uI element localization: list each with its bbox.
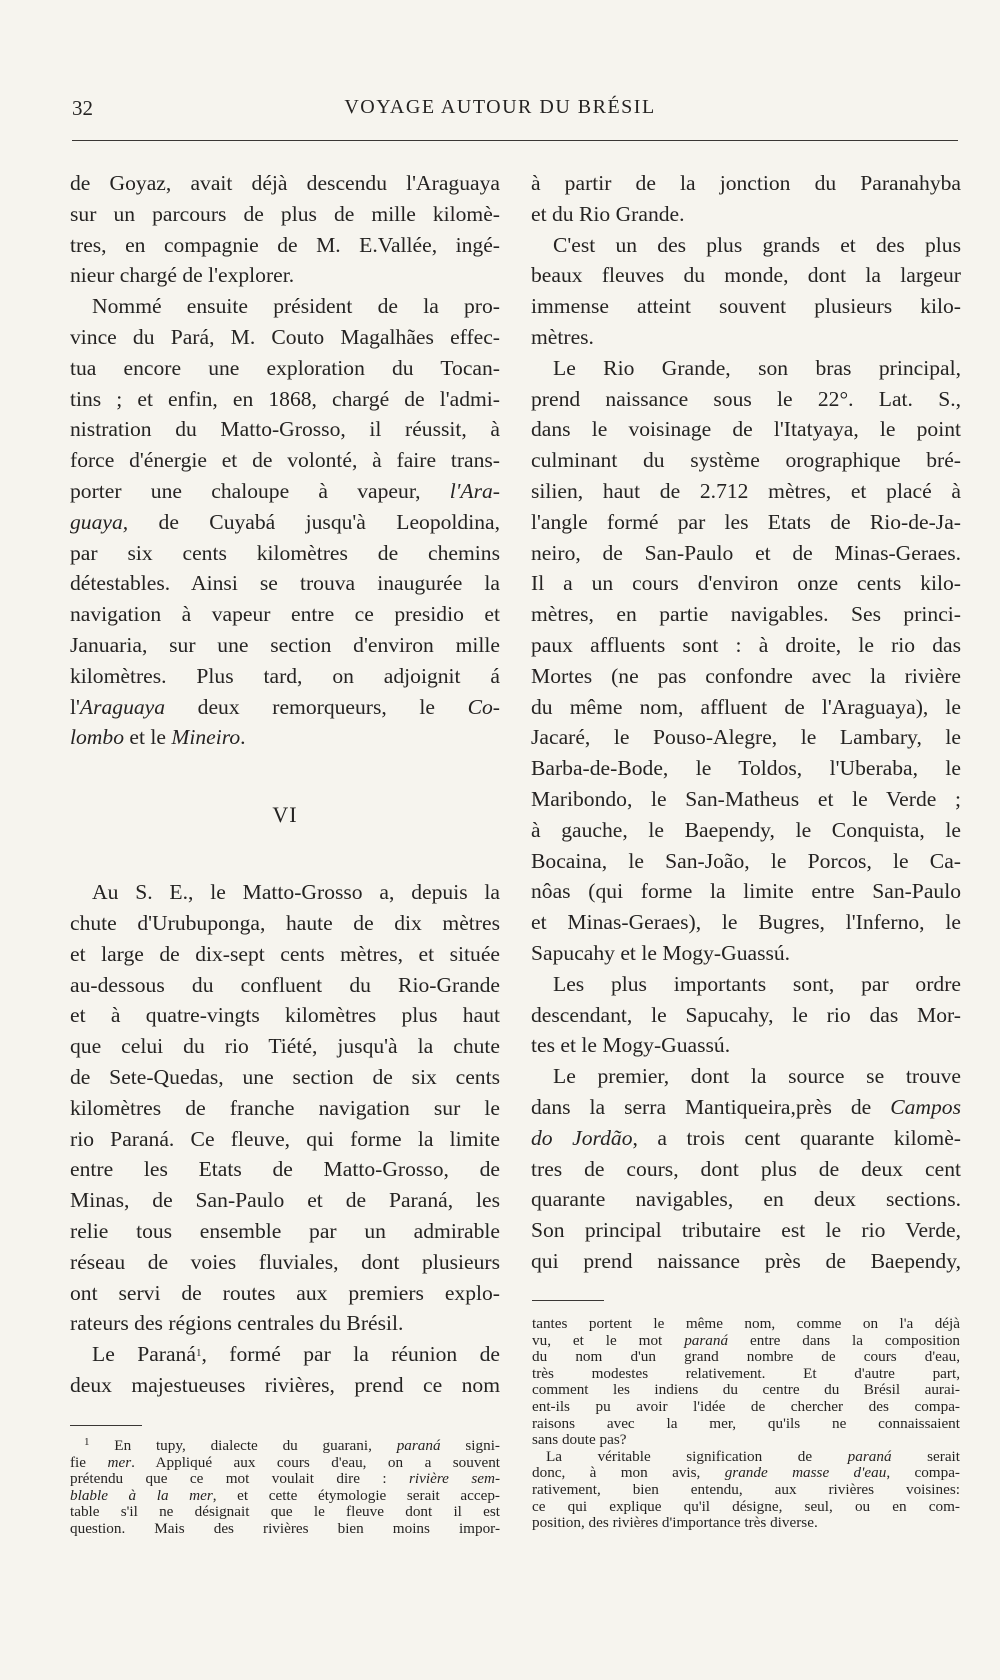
- text-line: et à quatre-vingts kilomètres plus haut: [70, 1003, 500, 1028]
- text-line: immense atteint souvent plusieurs kilo-: [531, 294, 961, 319]
- text-run: . Appliqué aux cours d'eau, on a souvent: [131, 1453, 501, 1471]
- footnote-line: [532, 1465, 960, 1482]
- section-heading: VI: [272, 802, 298, 828]
- right-column: [531, 168, 961, 1277]
- footnote-rule: [532, 1300, 604, 1301]
- footnote-line: [70, 1471, 500, 1488]
- text-run: signi-: [465, 1437, 500, 1454]
- text-line: Le premier, dont la source se trouve: [553, 1064, 961, 1089]
- text-line: tes et le Mogy-Guassú.: [531, 1033, 731, 1058]
- text-run: prétendu que ce mot voulait dire :: [70, 1470, 387, 1488]
- text-line: de Sete-Quedas, une section de six cents: [70, 1064, 500, 1089]
- footnote-line: [532, 1449, 960, 1466]
- italic-place-name: do Jordão: [531, 1125, 633, 1150]
- footnote-line: [532, 1333, 960, 1350]
- footnote-continuation: [532, 1316, 960, 1532]
- text-run: deux remorqueurs, le: [197, 694, 435, 719]
- text-line: mètres.: [531, 324, 594, 349]
- paragraph: [70, 1339, 500, 1401]
- text-line: entre les Etats de Matto-Grosso, de: [70, 1157, 500, 1182]
- text-line: par six cents kilomètres de chemins: [70, 540, 500, 565]
- italic-place-name: Campos: [890, 1094, 961, 1119]
- paragraph: [531, 168, 961, 230]
- text-line: et du Rio Grande.: [531, 201, 685, 226]
- text-line: Son principal tributaire est le rio Verde,: [531, 1218, 961, 1243]
- text-line: rio Paraná. Ce fleuve, qui forme la limite: [70, 1126, 500, 1151]
- footnote-line: rativement, bien entendu, aux rivières voisines:: [532, 1480, 960, 1498]
- spacer: [70, 753, 500, 784]
- text-line: Les plus importants sont, par ordre: [553, 971, 961, 996]
- text-run: paraná: [396, 1437, 441, 1454]
- text-line: C'est un des plus grands et des plus: [553, 232, 961, 257]
- text-line: nistration du Matto-Grosso, il réussit, à: [70, 417, 500, 442]
- spacer: [70, 846, 500, 877]
- text-run: La véritable signification de: [546, 1447, 813, 1465]
- text-line: sur un parcours de plus de mille kilomè-: [70, 201, 500, 226]
- text-run: porter une chaloupe à vapeur,: [70, 478, 421, 503]
- text-run: vu, et le mot: [532, 1331, 663, 1349]
- footnote: [70, 1438, 500, 1538]
- running-title: VOYAGE AUTOUR DU BRÉSIL: [344, 96, 656, 118]
- text-run: , et cette étymologie serait accep-: [212, 1486, 500, 1504]
- text-line: ont servi de routes aux premiers explo-: [70, 1280, 500, 1305]
- text-line: navigation à vapeur entre ce presidio et: [70, 602, 500, 627]
- italic-ship-name: Mineiro: [171, 725, 241, 750]
- text-line: Barba-de-Bode, le Toldos, l'Uberaba, le: [531, 756, 961, 781]
- text-run: , compa-: [886, 1464, 960, 1482]
- text-line: kilomètres de franche navigation sur le: [70, 1095, 500, 1120]
- italic-ship-name: Araguaya: [79, 694, 166, 719]
- text-line: neiro, de San-Paulo et de Minas-Geraes.: [531, 540, 961, 565]
- text-run: entre dans la composition: [750, 1331, 961, 1349]
- text-line: l'angle formé par les Etats de Rio-de-Ja-: [531, 509, 961, 534]
- left-column: [70, 168, 500, 1401]
- text-line: tins ; et enfin, en 1868, chargé de l'admi-: [70, 386, 500, 411]
- footnote-rule: [70, 1425, 142, 1426]
- footnote-line: table s'il ne désignait que le fleuve dont il est: [70, 1503, 500, 1521]
- text-line: force d'énergie et de volonté, à faire trans-: [70, 448, 500, 473]
- footnote-marker: 1: [84, 1436, 90, 1448]
- paragraph: [70, 291, 500, 753]
- text-line: tua encore une exploration du Tocan-: [70, 355, 500, 380]
- footnote-line: question. Mais des rivières bien moins impor-: [70, 1519, 500, 1537]
- text-run: , formé par la réunion de: [201, 1342, 500, 1367]
- text-run: mer: [107, 1453, 132, 1471]
- text-run: l': [70, 694, 80, 719]
- paragraph: [531, 969, 961, 1061]
- text-line: de Goyaz, avait déjà descendu l'Araguaya: [70, 171, 500, 195]
- paragraph: [531, 230, 961, 353]
- text-line: descendant, le Sapucahy, le rio das Mor-: [531, 1002, 961, 1027]
- text-line: relie tous ensemble par un admirable: [70, 1218, 500, 1243]
- text-line: silien, haut de 2.712 mètres, et placé à: [531, 478, 961, 503]
- paragraph: [531, 353, 961, 969]
- footnote-line: raisons avec la mer, qu'ils ne connaissaient: [532, 1414, 960, 1432]
- paragraph: [70, 877, 500, 1339]
- text-line: chute d'Urubuponga, haute de dix mètres: [70, 910, 500, 935]
- text-run: blable à la mer: [70, 1486, 213, 1504]
- footnote-line: position, des rivières d'importance très diverse.: [532, 1514, 818, 1532]
- header-rule: [72, 140, 958, 141]
- italic-ship-name: Co-: [467, 694, 500, 719]
- text-run: .: [240, 725, 246, 750]
- text-line: Mortes (ne pas confondre avec la rivière: [531, 663, 961, 688]
- text-line: Le Rio Grande, son bras principal,: [553, 355, 961, 380]
- text-line: culminant du système orographique bré-: [531, 448, 961, 473]
- footnote-line: comment les indiens du centre du Brésil aurai-: [532, 1381, 960, 1399]
- text-line: Nommé ensuite président de la pro-: [92, 294, 500, 319]
- text-line: dans le voisinage de l'Itatyaya, le point: [531, 417, 961, 442]
- text-line: et large de dix-sept cents mètres, et située: [70, 941, 500, 966]
- text-run: serait: [927, 1447, 960, 1465]
- paragraph: [531, 1061, 961, 1277]
- text-line: détestables. Ainsi se trouva inaugurée la: [70, 571, 500, 596]
- text-run: fie: [70, 1453, 87, 1471]
- text-run: et le: [129, 725, 166, 750]
- text-line: nieur chargé de l'explorer.: [70, 263, 295, 288]
- text-line: à partir de la jonction du Paranahyba: [531, 171, 961, 195]
- text-line: à gauche, le Baependy, le Conquista, le: [531, 817, 961, 842]
- footnote-line: sans doute pas?: [532, 1431, 627, 1449]
- footnote-line: du nom d'un grand nombre de cours d'eau,: [532, 1348, 960, 1366]
- text-run: paraná: [847, 1447, 892, 1465]
- text-line: vince du Pará, M. Couto Magalhães effec-: [70, 324, 500, 349]
- text-line: Sapucahy et le Mogy-Guassú.: [531, 940, 791, 965]
- footnote-line: tantes portent le même nom, comme on l'a déjà: [532, 1315, 960, 1332]
- text-line: [70, 1339, 500, 1370]
- text-line: Il a un cours d'environ onze cents kilo-: [531, 571, 961, 596]
- text-line: Bocaina, le San-João, le Porcos, le Ca-: [531, 848, 961, 873]
- text-line: Minas, de San-Paulo et de Paraná, les: [70, 1188, 500, 1213]
- text-line: deux majestueuses rivières, prend ce nom: [70, 1372, 500, 1397]
- text-run: donc, à mon avis,: [532, 1464, 701, 1482]
- italic-ship-name: guaya,: [70, 509, 129, 534]
- italic-ship-name: lombo: [70, 725, 124, 750]
- text-line: tres, en compagnie de M. E.Vallée, ingé-: [70, 232, 500, 257]
- text-line: rateurs des régions centrales du Brésil.: [70, 1311, 404, 1336]
- page-header: [0, 96, 1000, 126]
- text-run: , a trois cent quarante kilomè-: [632, 1125, 961, 1150]
- text-line: paux affluents sont : à droite, le rio das: [531, 632, 961, 657]
- text-run: rivière sem-: [409, 1470, 500, 1488]
- text-run: Le Paraná: [92, 1342, 196, 1367]
- text-line: et Minas-Geraes), le Bugres, l'Inferno, le: [531, 910, 961, 935]
- text-line: qui prend naissance près de Baependy,: [531, 1248, 961, 1273]
- text-line: beaux fleuves du monde, dont la largeur: [531, 263, 961, 288]
- footnote-line: ent-ils pu avoir l'idée de chercher des compa-: [532, 1397, 960, 1415]
- text-line: du même nom, affluent de l'Araguaya), le: [531, 694, 961, 719]
- footnote-marker: 1: [195, 1347, 202, 1360]
- footnote-line: [70, 1455, 500, 1472]
- text-line: tres de cours, dont plus de deux cent: [531, 1156, 961, 1181]
- text-line: Maribondo, le San-Matheus et le Verde ;: [531, 786, 961, 811]
- footnote-line: [70, 1488, 500, 1505]
- text-line: quarante navigables, en deux sections.: [531, 1187, 961, 1212]
- text-run: paraná: [684, 1331, 729, 1349]
- page-number: 32: [72, 96, 93, 120]
- italic-ship-name: l'Ara-: [449, 478, 500, 503]
- text-line: Januaria, sur une section d'environ mille: [70, 632, 500, 657]
- text-line: kilomètres. Plus tard, on adjoignit á: [70, 663, 500, 688]
- text-line: réseau de voies fluviales, dont plusieurs: [70, 1249, 500, 1274]
- text-run: En tupy, dialecte du guarani,: [114, 1437, 372, 1454]
- text-line: [70, 692, 500, 723]
- footnote-line: [70, 1438, 500, 1455]
- text-line: mètres, en partie navigables. Ses princi-: [531, 602, 961, 627]
- footnote-line: très modestes relativement. Et d'autre part,: [532, 1364, 960, 1382]
- text-line: Jacaré, le Pouso-Alegre, le Lambary, le: [531, 725, 961, 750]
- text-line: [531, 1123, 961, 1154]
- text-run: dans la serra Mantiqueira,près de: [531, 1094, 872, 1119]
- text-line: que celui du rio Tiété, jusqu'à la chute: [70, 1034, 500, 1059]
- text-line: [70, 476, 500, 507]
- text-line: nôas (qui forme la limite entre San-Paulo: [531, 879, 961, 904]
- text-line: au-dessous du confluent du Rio-Grande: [70, 972, 500, 997]
- text-line: Au S. E., le Matto-Grosso a, depuis la: [92, 880, 500, 905]
- text-line: [531, 1092, 961, 1123]
- text-line: [70, 722, 500, 753]
- text-run: de Cuyabá jusqu'à Leopoldina,: [158, 509, 500, 534]
- text-run: grande masse d'eau: [724, 1464, 887, 1482]
- text-line: [70, 507, 500, 538]
- paragraph: [70, 168, 500, 291]
- footnote-line: ce qui explique qu'il désigne, seul, ou en com-: [532, 1497, 960, 1515]
- text-line: prend naissance sous le 22°. Lat. S.,: [531, 386, 961, 411]
